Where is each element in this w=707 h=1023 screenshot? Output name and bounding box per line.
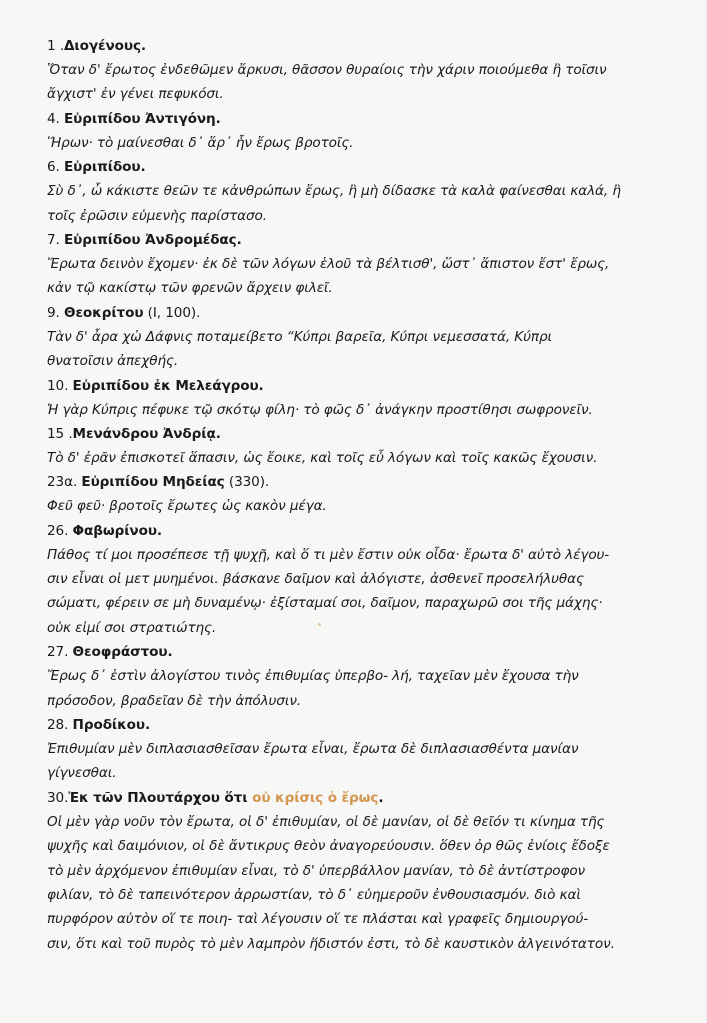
quote-line: οὐκ εἰμί σοι στρατιώτης. [47,619,217,636]
entry-author: Θεοκρίτου [64,304,144,321]
entry-number: 30. [47,789,69,806]
quote-line: Φεῦ φεῦ· βροτοῖς ἔρωτες ὡς κακὸν μέγα. [47,498,327,515]
entry-heading [47,519,677,543]
paper-speck [318,623,321,626]
entry-6 [47,155,677,228]
quote-line: Σὺ δ᾿, ὦ κάκιστε θεῶν τε κἀνθρώπων ἔρως, ἢ μὴ δίδασκε τὰ καλὰ φαίνεσθαι καλά, ἢ [47,183,621,200]
entry-author: Ἐκ τῶν Πλουτάρχου ὅτι [68,789,253,806]
entry-quote [47,446,677,470]
quote-line: ἄγχιστ' ἐν γένει πεφυκόσι. [47,86,224,103]
entry-heading [47,470,677,494]
entry-number: 26. [47,522,73,539]
entry-heading [47,713,677,737]
entry-author: Διογένους. [64,38,146,54]
quote-line: γίγνεσθαι. [47,765,117,782]
entry-author: Φαβωρίνου. [72,522,162,539]
entry-30 [47,786,677,956]
entry-7 [47,228,677,301]
entry-author: Μενάνδρου Ἀνδρίᾳ. [72,425,221,442]
quote-line: Τὰν δ' ἆρα χὠ Δάφνις ποταμείβετο “Κύπρι βαρεῖα, Κύπρι νεμεσσατά, Κύπρι [47,328,552,345]
entry-number: 28. [47,717,73,734]
quote-line: τὸ μὲν ἀρχόμενον ἐπιθυμίαν εἶναι, τὸ δ' ὑπερβάλλον μανίαν, τὸ δὲ ἀντίστροφον [47,862,586,879]
quote-line: σιν, ὅτι καὶ τοῦ πυρὸς τὸ μὲν λαμπρὸν ἥδιστόν ἐστι, τὸ δὲ καυστικὸν ἀλγεινότατον. [47,935,615,952]
entry-15 [47,422,677,470]
entry-reference: (I, 100). [143,304,201,321]
entry-heading-tail: . [378,789,384,806]
entry-10 [47,374,677,422]
entry-quote [47,664,677,713]
quote-line: Ἐπιθυμίαν μὲν διπλασιασθεῖσαν ἔρωτα εἶναι, ἔρωτα δὲ διπλασιασθέντα μανίαν [47,741,579,758]
quote-line: πρόσοδον, βραδεῖαν δὲ τὴν ἀπόλυσιν. [47,692,302,709]
quote-line: ψυχῆς καὶ δαιμόνιον, οἱ δὲ ἄντικρυς θεὸν ἀναγορεύουσιν. ὅθεν ὀρ θῶς ἐνίοις ἔδοξε [47,838,610,855]
entry-quote [47,494,677,518]
entry-highlight: οὐ κρίσις ὁ ἔρως [252,789,379,806]
entry-heading [47,786,677,810]
quote-line: φιλίαν, τὸ δὲ ταπεινότερον ἀρρωστίαν, τὸ δ᾿ εὐημεροῦν ἐνθουσιασμόν. διὸ καὶ [47,886,581,903]
quote-line: σώματι, φέρειν σε μὴ δυναμένῳ· ἐξίσταμαί σοι, δαῖμον, παραχωρῶ σοι τῆς μάχης· [47,595,603,612]
entry-number: 1 . [47,38,64,54]
entry-9 [47,301,677,374]
entry-quote [47,58,677,107]
entry-number: 23α. [47,474,82,491]
entry-heading [47,374,677,398]
entry-27 [47,640,677,713]
entry-number: 7. [47,231,64,248]
entry-quote [47,325,677,374]
quote-line: τοῖς ἐρῶσιν εὐμενὴς παρίστασο. [47,207,267,224]
quote-line: Τὸ δ' ἐρᾶν ἐπισκοτεῖ ἅπασιν, ὡς ἔοικε, καὶ τοῖς εὖ λόγων καὶ τοῖς κακῶς ἔχουσιν. [47,449,598,466]
entry-quote [47,737,677,786]
quote-line: πυρφόρον αὐτὸν οἵ τε ποιη- ταὶ λέγουσιν οἵ τε πλάσται καὶ γραφεῖς δημιουργού- [47,911,589,928]
entry-number: 6. [47,159,64,176]
entry-heading [47,640,677,664]
entry-heading [47,301,677,325]
entry-quote [47,543,677,641]
quote-line: Ὅταν δ' ἔρωτος ἐνδεθῶμεν ἄρκυσι, θᾶσσον θυραίοις τὴν χάριν ποιούμεθα ἢ τοῖσιν [47,62,607,78]
entry-heading [47,228,677,252]
quote-line: Ἔρωτα δεινὸν ἔχομεν· ἐκ δὲ τῶν λόγων ἑλοῦ τὰ βέλτισθ', ὥστ᾿ ἄπιστον ἔστ' ἔρως, [47,255,610,272]
entry-26 [47,519,677,641]
entry-28 [47,713,677,786]
quote-line: κἀν τῷ κακίστῳ τῶν φρενῶν ἄρχειν φιλεῖ. [47,280,333,297]
entry-23a [47,470,677,518]
quote-line: Ἥρων· τὸ μαίνεσθαι δ᾿ ἄρ᾿ ἦν ἔρως βροτοῖς. [47,134,354,151]
entry-quote [47,252,677,301]
entry-number: 10. [47,377,73,394]
entry-1 [47,34,677,107]
entry-heading [47,34,677,58]
entry-number: 4. [47,110,64,127]
quote-line: θνατοῖσιν ἀπεχθής. [47,353,179,370]
entry-heading [47,107,677,131]
entry-number: 27. [47,644,73,661]
quote-line: Πάθος τί μοι προσέπεσε τῇ ψυχῇ, καὶ ὅ τι μὲν ἔστιν οὐκ οἶδα· ἔρωτα δ' αὐτὸ λέγου- [47,546,610,563]
entry-author: Εὐριπίδου Μηδείας [81,474,225,491]
quote-line: Ἔρως δ᾿ ἐστὶν ἀλογίστου τινὸς ἐπιθυμίας ὑπερβο- λή, ταχεῖαν μὲν ἔχουσα τὴν [47,668,579,685]
quote-line: σιν εἶναι οἱ μετ μυημένοι. βάσκανε δαῖμον καὶ ἀλόγιστε, ἀσθενεῖ προσελήλυθας [47,571,584,588]
entry-author: Εὐριπίδου. [64,159,146,176]
entry-quote [47,131,677,155]
entry-author: Θεοφράστου. [72,644,173,661]
entry-heading [47,422,677,446]
entry-author: Εὐριπίδου Ἀντιγόνη. [64,110,221,127]
entry-quote [47,179,677,228]
entry-number: 9. [47,304,64,321]
entry-quote [47,398,677,422]
entry-author: Εὐριπίδου ἐκ Μελεάγρου. [72,377,264,394]
entry-number: 15 . [47,425,73,442]
entry-4 [47,107,677,155]
document-page [47,34,677,956]
quote-line: Ἡ γὰρ Κύπρις πέφυκε τῷ σκότῳ φίλη· τὸ φῶς δ᾿ ἀνάγκην προστίθησι σωφρονεῖν. [47,401,593,418]
entry-heading [47,155,677,179]
entry-author: Εὐριπίδου Ἀνδρομέδας. [64,231,242,248]
entry-quote [47,810,677,956]
entry-author: Προδίκου. [72,717,151,734]
quote-line: Οἱ μὲν γὰρ νοῦν τὸν ἔρωτα, οἱ δ' ἐπιθυμίαν, οἱ δὲ μανίαν, οἱ δὲ θεῖόν τι κίνημα τῆς [47,813,605,830]
entry-reference: (330). [224,474,270,491]
